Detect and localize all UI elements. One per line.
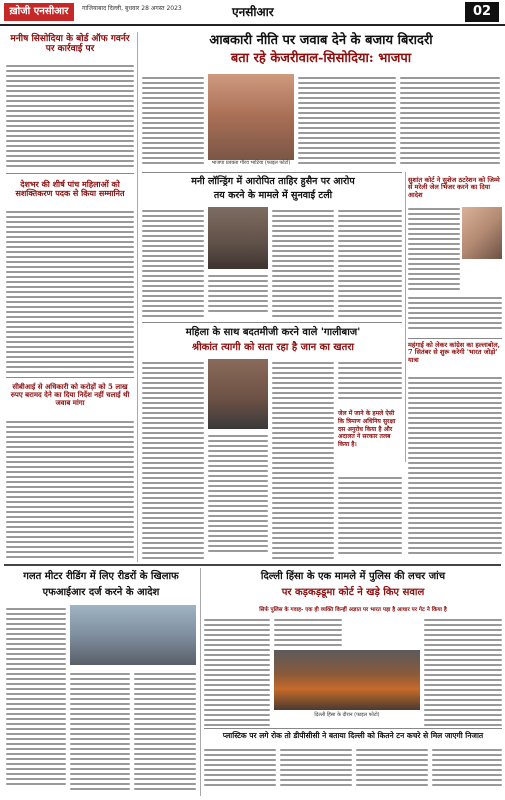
ncr-board-body — [6, 62, 134, 170]
money-laundering-headline-2: तय करने के मामले में सुनवाई टली — [213, 190, 333, 201]
sushant-body — [408, 205, 460, 293]
tyagi-body-col3 — [272, 359, 334, 559]
ceo-order-headline: सीबीआई से अधिकारी को करोड़ों को 5 लाख रुपए बरामद देने का दिया निर्देश नहीं चलाई थी जवाब मांगा — [10, 382, 130, 408]
press-conference-photo — [208, 74, 294, 160]
tyagi-photo — [208, 359, 268, 429]
section-divider — [4, 564, 501, 566]
page-number: 02 — [465, 2, 499, 22]
tyagi-pull-quote: जेल में जाने के हमले ऐसी कि त्रिमाण अधिनिय सुरक्षा दस अनुरोध किया है और अदालत ने सरकार तलब किया है। — [338, 410, 396, 449]
delhi-violence-headline-2: पर कड़कड़डूमा कोर्ट ने खड़े किए सवाल — [281, 587, 425, 598]
section-name: एनसीआर — [232, 5, 274, 19]
column-divider — [405, 172, 406, 462]
plastic-headline: प्लास्टिक पर लगे रोक तो डीपीसीसी ने बताया दिल्ली को कितने टन कचरे से मिल जाएगी निजात — [222, 731, 484, 740]
delhi-violence-subhead: सिर्फ पुलिस के गवाह- एक ही व्यक्ति किन्हीं अज्ञात पर भारत पड़ा है आधार पर गेट ने किया है — [259, 607, 447, 613]
plastic-body-col4 — [432, 746, 502, 796]
excise-photo-caption: भाजपा प्रवक्ता गौरव भाटिया (फाइल फोटो) — [211, 160, 291, 166]
money-laundering-body-col3 — [272, 207, 334, 317]
ncr-board-headline: मनीष सिसोदिया के बोर्ड ऑफ गवर्नर पर कार्रवाई पर — [10, 34, 130, 55]
tyagi-body-col4 — [338, 359, 402, 409]
fir-headline-2: एफआईआर दर्ज करने के आदेश — [42, 587, 160, 598]
plastic-body-col3 — [356, 746, 428, 796]
masthead-dateline: गाजियाबाद दिल्ली, बुधवार 28 अगस्त 2023 — [82, 5, 182, 12]
divider — [142, 322, 402, 323]
delhi-violence-body-col3 — [424, 616, 502, 726]
delhi-violence-headline-1: दिल्ली हिंसा के एक मामले में पुलिस की लचर जांच — [260, 571, 446, 582]
ceo-order-body — [6, 418, 134, 558]
fir-body-col3 — [134, 670, 196, 796]
money-laundering-headline-1: मनी लॉन्ड्रिंग में आरोपित ताहिर हुसैन पर आरोप — [191, 176, 355, 187]
sushant-headline: सुशांत कोर्ट ने सुशेज ठटरेशन को जिम्मे से मरेली जेल भिजर करने का दिया आदेश — [408, 176, 500, 199]
excise-headline-1: आबकारी नीति पर जवाब देने के बजाय बिरादरी — [209, 33, 433, 48]
meeting-photo — [70, 605, 196, 665]
newspaper-logo: ख़ोजी एनसीआर — [4, 3, 74, 21]
sushant-body-2 — [408, 294, 502, 334]
divider — [6, 173, 134, 174]
tyagi-body-col1 — [142, 359, 204, 559]
women-safety-body — [6, 208, 134, 374]
money-laundering-body-col1 — [142, 207, 204, 317]
tyagi-headline-1: महिला के साथ बदतमीजी करने वाले 'गालीबाज' — [185, 327, 361, 338]
tyagi-body-col4b — [338, 474, 402, 560]
column-divider — [200, 568, 201, 796]
fir-body-col1 — [6, 605, 66, 795]
congress-body — [408, 374, 502, 560]
divider — [142, 172, 402, 173]
tahir-hussain-photo — [208, 207, 268, 269]
divider — [408, 338, 502, 339]
divider — [204, 728, 502, 729]
couple-photo — [462, 207, 502, 259]
money-laundering-body-col2 — [208, 272, 268, 318]
excise-body-col3 — [298, 74, 396, 166]
women-safety-headline: देशभर की शीर्ष पांच महिलाओं को सशक्तिकरण पदक से किया सम्मानित — [15, 179, 125, 199]
plastic-body-col2 — [280, 746, 352, 796]
delhi-violence-photo-caption: दिल्ली हिंसा के दौरान (फाइल फोटो) — [314, 712, 380, 718]
excise-headline-2: बता रहे केजरीवाल-सिसोदिया: भाजपा — [230, 51, 412, 66]
congress-headline: महंगाई को लेकर कांग्रेस का हल्लाबोल, 7 सितंबर से शुरू करेगी 'भारत जोड़ो' यात्रा — [408, 341, 500, 364]
fir-headline-1: गलत मीटर रीडिंग में लिए रीडरों के खिलाफ — [23, 571, 179, 582]
divider — [6, 377, 134, 378]
column-divider — [137, 32, 138, 562]
delhi-violence-body-col2 — [274, 616, 342, 650]
fir-body-col2 — [70, 670, 130, 796]
excise-body-col4 — [400, 74, 500, 166]
delhi-violence-body-col1 — [204, 616, 270, 726]
tyagi-headline-2: श्रीकांत त्यागी को सता रहा है जान का खतरा — [191, 342, 354, 353]
plastic-body-col1 — [204, 746, 276, 796]
tyagi-body-col2 — [208, 432, 268, 560]
excise-body-col1 — [142, 74, 204, 164]
riot-fire-photo — [274, 650, 420, 710]
money-laundering-body-col4 — [338, 207, 402, 317]
